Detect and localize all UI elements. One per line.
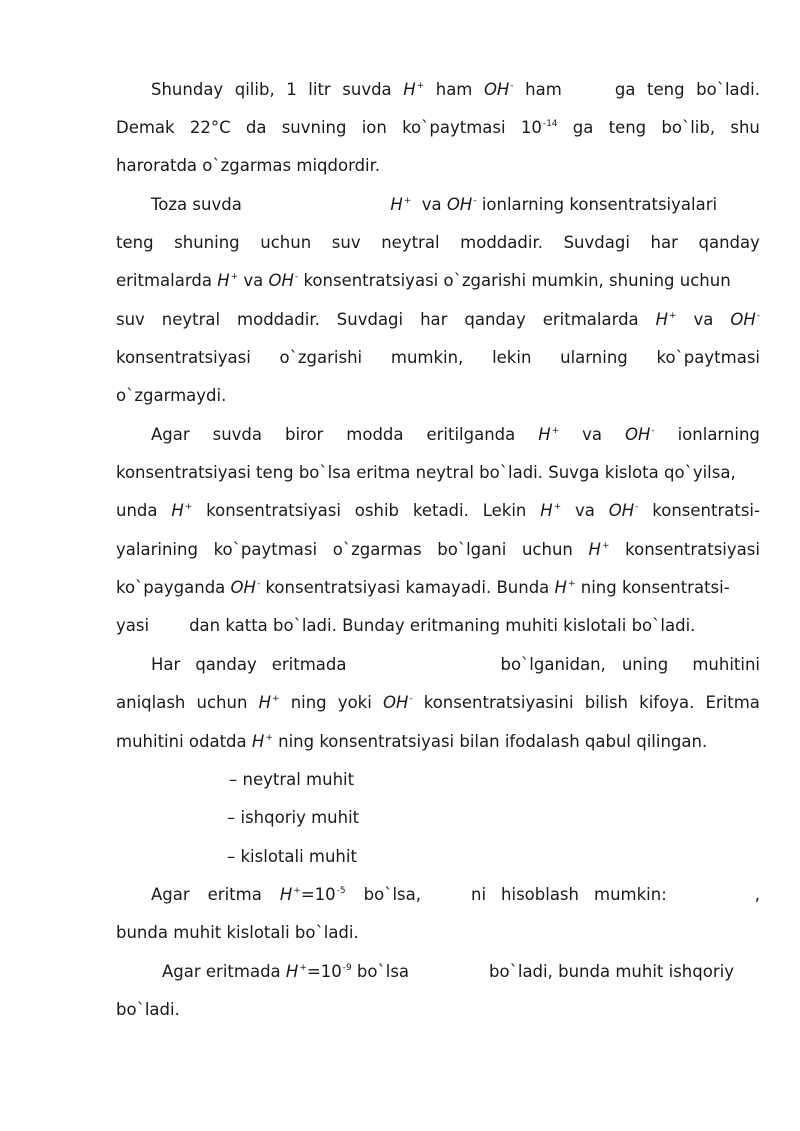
p4-line-1: Har qanday eritmada bo`lganidan, uning muhitini (151, 655, 760, 674)
word: ham (525, 80, 562, 99)
h-ion: H+ (258, 693, 280, 712)
oh-ion: OH- (608, 501, 639, 520)
formula-gap (421, 884, 471, 909)
word: teng (647, 80, 685, 99)
formula-gap (573, 79, 603, 104)
h-concentration: $H^+=10^{-5}$ (279, 885, 346, 904)
word: ion (361, 118, 387, 137)
p6-line-2: bo`ladi. (116, 1000, 180, 1019)
p3-line-4: yalarining ko`paytmasi o`zgarmas bo`lgani uchun H+ konsentratsiyasi (116, 539, 760, 564)
word: da (245, 118, 267, 137)
word: bo`ladi. (696, 80, 760, 99)
oh-ion: OH- (624, 425, 655, 444)
p5-line-1: Agar eritma $H^+=10^{-5}$ bo`lsa, ni hisoblash mumkin: , (151, 884, 760, 909)
p4-line-2: aniqlash uchun H+ ning yoki OH- konsentratsiyasini bilish kifoya. Eritma (116, 692, 760, 717)
h-ion: H+ (403, 80, 425, 99)
p6-line-1: Agar eritmada $H^+=10^{-9}$ bo`lsa bo`ladi, bunda muhit ishqoriy (162, 962, 734, 981)
formula-gap (346, 654, 500, 676)
p1-line-3: haroratda o`zgarmas miqdordir. (116, 156, 381, 175)
h-ion: H+ (588, 540, 610, 559)
p3-line-2: konsentratsiyasi teng bo`lsa eritma neytral bo`ladi. Suvga kislota qo`yilsa, (116, 463, 736, 482)
word: Shunday (151, 80, 224, 99)
p3-line-1: Agar suvda biror modda eritilganda H+ va OH- ionlarning (151, 424, 760, 449)
p2-line-5: konsentratsiyasi o`zgarishi mumkin, lekin ularning ko`paytmasi (116, 348, 760, 367)
word: 1 (286, 80, 297, 99)
p3-line-3: unda H+ konsentratsiyasi oshib ketadi. Lekin H+ va OH- konsentratsi- (116, 500, 760, 525)
word: ga (614, 80, 636, 99)
word: shu (730, 118, 760, 137)
h-ion: H+ (171, 501, 193, 520)
p2-line-4: suv neytral moddadir. Suvdagi har qanday eritmalarda H+ va OH- (116, 309, 760, 334)
h-ion: H+ (538, 425, 560, 444)
list-item-alkaline: – ishqoriy muhit (227, 808, 360, 827)
word: suvda (342, 80, 392, 99)
p1-line-2 (116, 117, 760, 142)
word: suvning (281, 118, 347, 137)
p2-line-6: o`zgarmaydi. (116, 386, 227, 405)
p4-line-3: muhitini odatda H+ ning konsentratsiyasi bilan ifodalash qabul qilingan. (116, 732, 708, 751)
list-item-acidic: – kislotali muhit (227, 847, 357, 866)
word: ga (572, 118, 594, 137)
p2-line-3: eritmalarda H+ va OH- konsentratsiyasi o`zgarishi mumkin, shuning uchun (116, 271, 731, 290)
oh-ion: OH- (446, 195, 477, 214)
oh-ion: OH- (382, 693, 413, 712)
oh-ion: OH- (730, 310, 760, 329)
h-ion: H+ (655, 310, 677, 329)
word: litr (308, 80, 331, 99)
h-ion: H+ (540, 501, 562, 520)
word: ko`paytmasi (402, 118, 506, 137)
list-item-neutral: – neytral muhit (229, 770, 355, 789)
p3-line-6: yasi dan katta bo`ladi. Bunday eritmaning muhiti kislotali bo`ladi. (116, 616, 696, 635)
word: Demak (116, 118, 175, 137)
oh-ion: OH- (483, 80, 514, 99)
word: teng (608, 118, 647, 137)
ion-product-value: $10^{-14}$ (520, 118, 558, 137)
word: ham (435, 80, 473, 99)
p2-line-2: teng shuning uchun suv neytral moddadir. Suvdagi har qanday (116, 233, 760, 252)
p1-line-1 (151, 79, 760, 104)
p3-line-5: ko`payganda OH- konsentratsiyasi kamayadi. Bunda H+ ning konsentratsi- (116, 578, 730, 597)
word: bo`lib, (661, 118, 716, 137)
temperature: 22°C (189, 118, 231, 137)
word: qilib, (234, 80, 275, 99)
h-ion: H+ (390, 195, 412, 214)
p2-line-1: Toza suvda H+ va OH- ionlarning konsentratsiyalari (151, 195, 718, 214)
p5-line-2: bunda muhit kislotali bo`ladi. (116, 923, 359, 942)
